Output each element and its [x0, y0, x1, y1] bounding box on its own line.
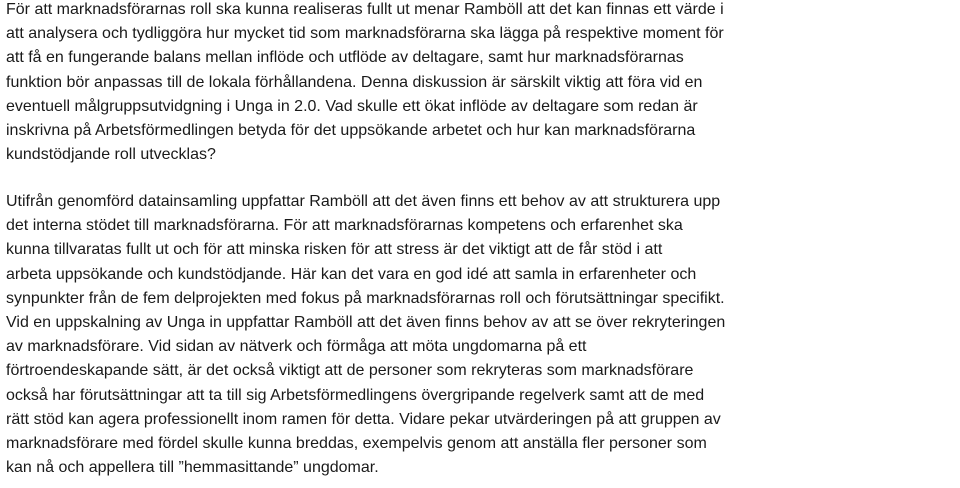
text-line: av marknadsförare. Vid sidan av nätverk och förmåga att möta ungdomarna på ett [6, 338, 587, 356]
text-line: inskrivna på Arbetsförmedlingen betyda för det uppsökande arbetet och hur kan marknadsförarna [6, 122, 696, 139]
text-line: också har förutsättningar att ta till sig Arbetsförmedlingens övergripande regelverk samt att de med [6, 386, 705, 404]
text-line: det interna stödet till marknadsförarna. För att marknadsförarnas kompetens och erfarenhet ska [6, 217, 683, 235]
text-line: arbeta uppsökande och kundstödjande. Här kan det vara en god idé att samla in erfarenheter och [6, 265, 697, 283]
text-line: funktion bör anpassas till de lokala förhållandena. Denna diskussion är särskilt viktig att föra vid en [6, 73, 703, 91]
text-line: Vid en uppskalning av Unga in uppfattar Ramböll att det även finns behov av att se över rekryteringen [6, 314, 726, 331]
paragraph [0, 0, 960, 192]
text-line: marknadsförare med fördel skulle kunna breddas, exempelvis genom att anställa fler personer som [6, 435, 707, 452]
text-line: Utifrån genomförd datainsamling uppfattar Ramböll att det även finns ett behov av att strukturera upp [6, 193, 721, 210]
text-line: rätt stöd kan agera professionellt inom ramen för detta. Vidare pekar utvärderingen på att gruppen av [6, 410, 721, 428]
paragraph [0, 190, 960, 488]
text-line: synpunkter från de fem delprojekten med fokus på marknadsförarnas roll och förutsättningar specifikt. [6, 289, 725, 307]
text-line: För att marknadsförarnas roll ska kunna realiseras fullt ut menar Ramböll att det kan finnas ett värde i [6, 1, 724, 18]
text-line: att få en fungerande balans mellan inflöde och utflöde av deltagare, samt hur marknadsförarnas [6, 49, 684, 67]
text-line: eventuell målgruppsutvidgning i Unga in 2.0. Vad skulle ett ökat inflöde av deltagare som redan är [6, 97, 698, 115]
text-line: kundstödjande roll utvecklas? [6, 146, 216, 164]
text-line: att analysera och tydliggöra hur mycket tid som marknadsförarna ska lägga på respektive moment för [6, 25, 724, 43]
text-line: förtroendeskapande sätt, är det också viktigt att de personer som rekryteras som marknadsförare [6, 362, 694, 380]
text-line: kan nå och appellera till ”hemmasittande” ungdomar. [6, 459, 379, 477]
text-line: kunna tillvaratas fullt ut och för att minska risken för att stress är det viktigt att de får stöd i att [6, 241, 663, 259]
